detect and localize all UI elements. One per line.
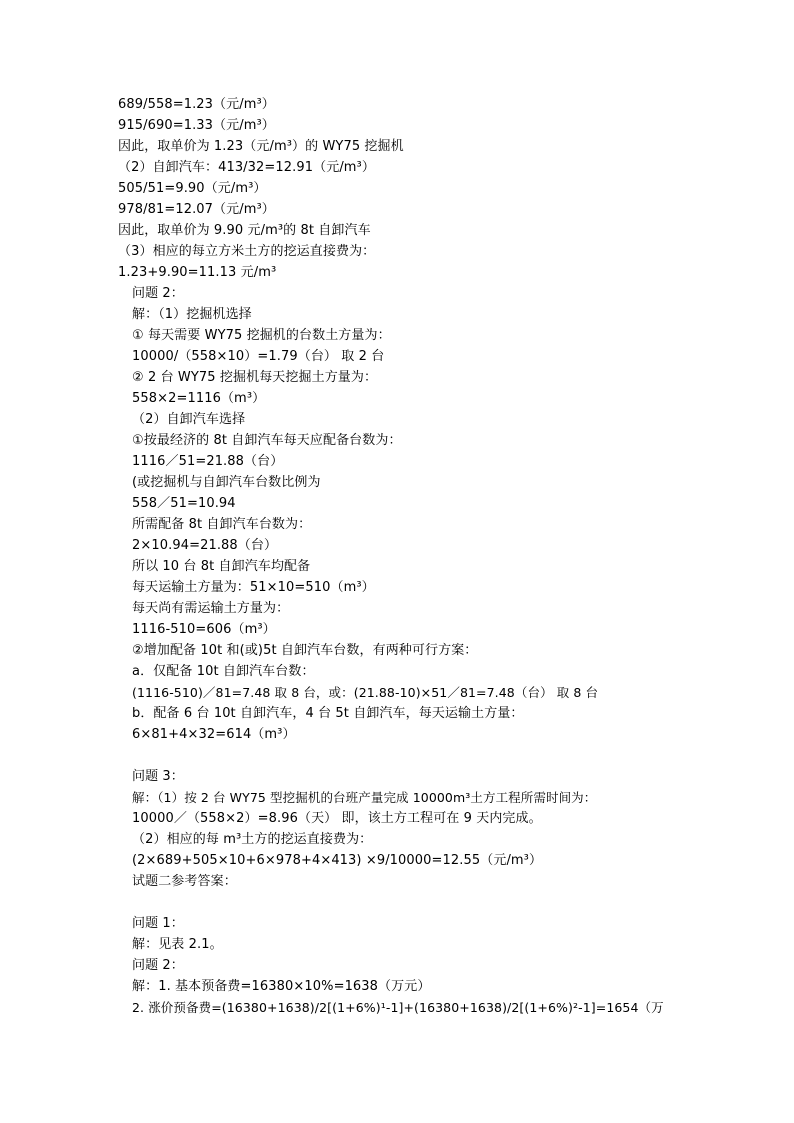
text-line: 解：（1）挖掘机选择 (132, 307, 252, 322)
text-line: 因此，取单价为 9.90 元/m³的 8t 自卸汽车 (118, 223, 371, 238)
text-line: 915/690=1.33（元/m³） (118, 118, 275, 133)
text-line: ① 每天需要 WY75 挖掘机的台数土方量为： (132, 328, 391, 343)
text-line: ② 2 台 WY75 挖掘机每天挖掘土方量为： (132, 370, 378, 385)
text-line: (1116-510)／81=7.48 取 8 台，或：(21.88-10)×51／81=7.48（台） 取 8 台 (132, 685, 599, 700)
text-line: 解：见表 2.1。 (132, 937, 223, 952)
text-line: 所需配备 8t 自卸汽车台数为： (132, 517, 312, 532)
text-line: 解：1. 基本预备费=16380×10%=1638（万元） (132, 979, 431, 994)
text-line: 558／51=10.94 (132, 496, 236, 511)
text-line: 978/81=12.07（元/m³） (118, 202, 275, 217)
text-line: 每天尚有需运输土方量为： (132, 601, 290, 616)
text-line: 505/51=9.90（元/m³） (118, 181, 267, 196)
heading-question-2b: 问题 2： (132, 958, 184, 973)
text-line: 10000/（558×10）=1.79（台） 取 2 台 (132, 349, 385, 364)
text-line: ②增加配备 10t 和(或)5t 自卸汽车台数，有两种可行方案： (132, 643, 478, 658)
text-line: 每天运输土方量为：51×10=510（m³） (132, 580, 375, 595)
text-line: 558×2=1116（m³） (132, 391, 266, 406)
text-line: （2）自卸汽车选择 (132, 412, 246, 427)
text-line: b．配备 6 台 10t 自卸汽车，4 台 5t 自卸汽车，每天运输土方量： (132, 706, 524, 721)
text-line: (或挖掘机与自卸汽车台数比例为 (132, 475, 321, 490)
text-line: 2. 涨价预备费=(16380+1638)/2[(1+6%)¹-1]+(16380+1638)/2[(1+6%)²-1]=1654（万 (132, 1000, 664, 1015)
text-line: 1116／51=21.88（台） (132, 454, 284, 469)
heading-question-2: 问题 2： (132, 286, 184, 301)
text-line: （2）相应的每 m³土方的挖运直接费为： (132, 832, 373, 847)
text-line: a．仅配备 10t 自卸汽车台数： (132, 664, 315, 679)
text-line: （3）相应的每立方米土方的挖运直接费为： (118, 244, 376, 259)
text-line: (2×689+505×10+6×978+4×413) ×9/10000=12.55（元/m³） (132, 853, 543, 868)
text-line: 解：（1）按 2 台 WY75 型挖掘机的台班产量完成 10000m³土方工程所需时间为： (132, 790, 597, 805)
text-line: 2×10.94=21.88（台） (132, 538, 278, 553)
text-line: 10000／（558×2）=8.96（天） 即，该土方工程可在 9 天内完成。 (132, 811, 542, 826)
text-line: ①按最经济的 8t 自卸汽车每天应配备台数为： (132, 433, 402, 448)
text-line: 所以 10 台 8t 自卸汽车均配备 (132, 559, 311, 574)
text-line: 因此，取单价为 1.23（元/m³）的 WY75 挖掘机 (118, 139, 404, 154)
text-line: 1.23+9.90=11.13 元/m³ (118, 265, 277, 280)
text-line: 6×81+4×32=614（m³） (132, 727, 296, 742)
heading-test-2-answers: 试题二参考答案： (132, 874, 237, 889)
text-line: 1116-510=606（m³） (132, 622, 276, 637)
heading-question-3: 问题 3： (132, 769, 184, 784)
heading-question-1: 问题 1： (132, 916, 184, 931)
text-line: （2）自卸汽车：413/32=12.91（元/m³） (118, 160, 375, 175)
text-line: 689/558=1.23（元/m³） (118, 97, 275, 112)
